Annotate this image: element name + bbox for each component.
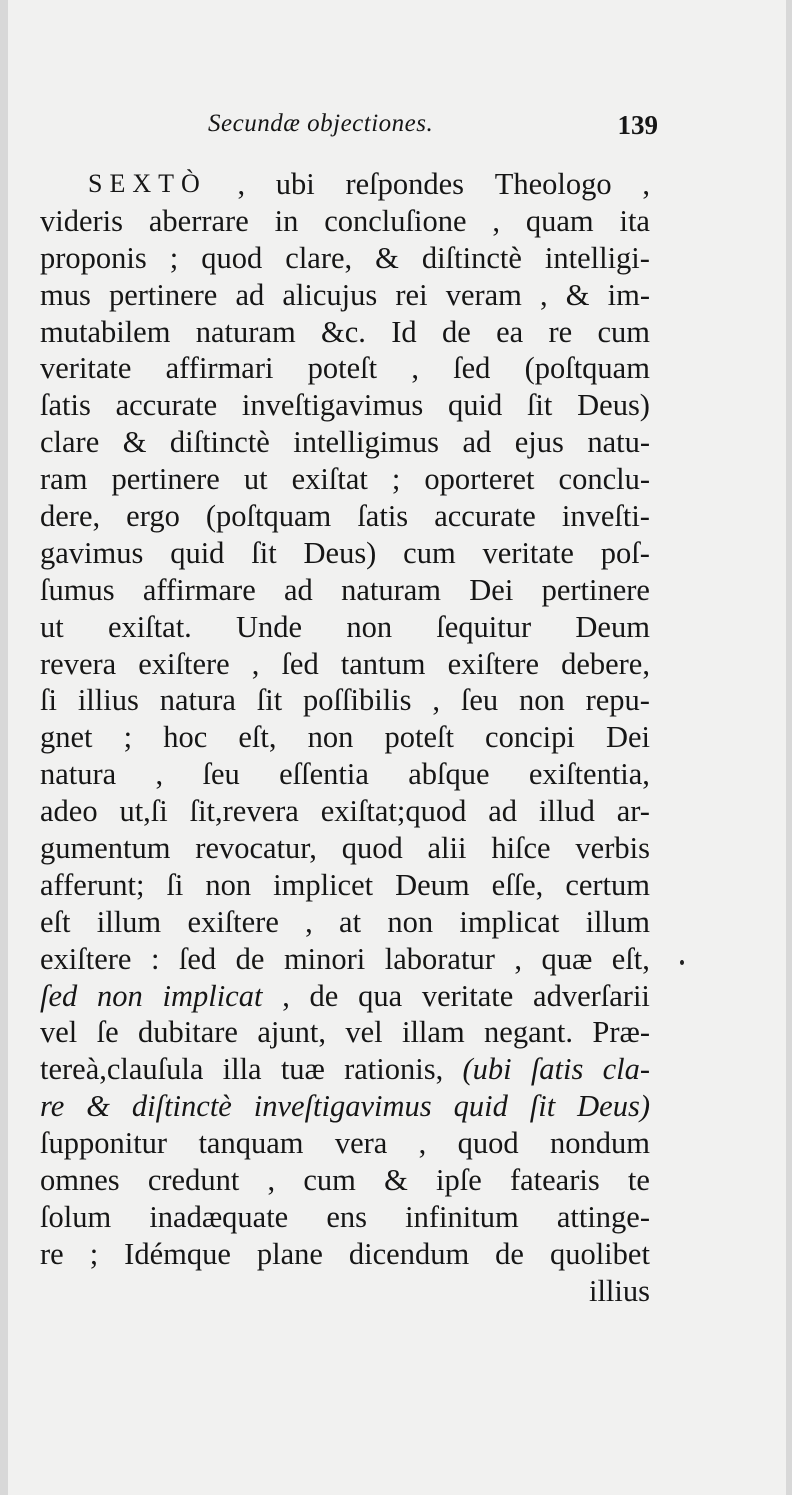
word: eſſentia bbox=[279, 757, 369, 792]
text-line bbox=[40, 682, 650, 719]
word: te bbox=[627, 1163, 650, 1198]
word: SEXTÒ bbox=[88, 169, 207, 198]
word: illum bbox=[96, 904, 162, 939]
word: repu- bbox=[585, 683, 650, 718]
word: tantum bbox=[340, 646, 426, 681]
word: (ubi bbox=[462, 1052, 512, 1087]
word: adeo bbox=[40, 794, 98, 829]
word: exiſtentia, bbox=[528, 757, 650, 792]
word: fatearis bbox=[509, 1163, 600, 1198]
word: Præ- bbox=[592, 1015, 650, 1050]
word: ſeu bbox=[202, 757, 240, 792]
word: exiſtere bbox=[187, 904, 279, 939]
word: non bbox=[97, 978, 143, 1013]
word: accurate bbox=[115, 388, 218, 423]
word: ſit bbox=[526, 388, 553, 423]
word: natura bbox=[40, 757, 117, 792]
word: de bbox=[495, 1236, 524, 1271]
word: revera bbox=[40, 646, 117, 681]
word: illam bbox=[401, 1015, 465, 1050]
word: poſ- bbox=[600, 535, 650, 570]
word: ipſe bbox=[436, 1163, 482, 1198]
word: illud bbox=[538, 794, 595, 829]
word: affirmare bbox=[142, 572, 256, 607]
word: veritate bbox=[421, 978, 514, 1013]
word: Unde bbox=[236, 609, 303, 644]
word: inveſtigavimus bbox=[253, 1089, 432, 1124]
word: verbis bbox=[575, 831, 650, 866]
word: abſque bbox=[408, 757, 490, 792]
word: ad bbox=[488, 794, 518, 829]
word: & bbox=[375, 240, 399, 275]
word: Deum bbox=[395, 867, 470, 902]
word: ens bbox=[326, 1199, 368, 1234]
text-line bbox=[40, 1014, 650, 1051]
word: inveſti- bbox=[561, 499, 650, 534]
word: , bbox=[237, 167, 246, 201]
text-line bbox=[40, 424, 650, 461]
word: concipi bbox=[485, 720, 575, 755]
text-line bbox=[40, 1088, 650, 1125]
word: affirmari bbox=[165, 351, 274, 386]
word: pertinere bbox=[108, 277, 218, 312]
word: ſequitur bbox=[436, 609, 532, 644]
word: (poſtquam bbox=[205, 499, 332, 534]
text-line bbox=[40, 240, 650, 277]
text-line bbox=[40, 498, 650, 535]
word: non bbox=[346, 609, 393, 644]
word: ut bbox=[40, 609, 64, 644]
word: ſed bbox=[453, 351, 491, 386]
word: cum bbox=[303, 1163, 356, 1198]
body-text bbox=[40, 166, 650, 1310]
word: attinge- bbox=[556, 1199, 650, 1234]
word: vel bbox=[345, 1015, 383, 1050]
word: poteſt bbox=[384, 720, 454, 755]
word: non bbox=[518, 683, 565, 718]
word: ſed bbox=[281, 646, 319, 681]
word: non bbox=[387, 904, 434, 939]
word: natu- bbox=[587, 425, 650, 460]
word: & bbox=[565, 277, 590, 312]
word: exiſtat. bbox=[107, 609, 192, 644]
word: gumentum bbox=[40, 831, 171, 866]
word: , bbox=[492, 203, 500, 238]
word: ad bbox=[284, 572, 313, 607]
word: credunt bbox=[147, 1163, 240, 1198]
text-line bbox=[40, 1162, 650, 1199]
word: non bbox=[307, 720, 354, 755]
word: implicat bbox=[459, 904, 560, 939]
word: ſit bbox=[529, 1089, 556, 1124]
text-line bbox=[40, 1051, 650, 1088]
word: ſed bbox=[178, 941, 217, 976]
word: quod bbox=[457, 1126, 519, 1161]
word: diſtinctè bbox=[169, 425, 270, 460]
word: de bbox=[441, 314, 471, 349]
word: ad bbox=[235, 277, 265, 312]
word: hoc bbox=[163, 720, 208, 755]
word: , bbox=[305, 904, 313, 939]
text-line bbox=[40, 461, 650, 498]
word: ut bbox=[243, 462, 268, 497]
word: ad bbox=[462, 425, 492, 460]
word: inveſtigavimus bbox=[241, 388, 424, 423]
word: exiſtere bbox=[138, 646, 230, 681]
word: ; bbox=[169, 240, 179, 275]
word: adverſarii bbox=[533, 978, 650, 1013]
word: videris bbox=[40, 203, 124, 238]
word: nondum bbox=[549, 1126, 650, 1161]
word: : bbox=[150, 941, 160, 976]
word: quid bbox=[170, 535, 225, 570]
word: &c. bbox=[321, 314, 366, 349]
word: oporteret bbox=[424, 462, 535, 497]
word: conclu- bbox=[558, 462, 650, 497]
word: ſumus bbox=[40, 572, 115, 607]
text-line bbox=[40, 609, 650, 646]
word: cum bbox=[403, 535, 456, 570]
word: dubitare bbox=[138, 1015, 238, 1050]
word: ea bbox=[496, 314, 524, 349]
word: ita bbox=[619, 203, 650, 238]
word: rei bbox=[395, 277, 428, 312]
word: illa bbox=[222, 1052, 262, 1087]
word: natura bbox=[159, 683, 236, 718]
text-line bbox=[40, 941, 650, 978]
word: certum bbox=[565, 867, 650, 902]
word: ergo bbox=[126, 499, 180, 534]
word: dicendum bbox=[348, 1236, 470, 1271]
text-line bbox=[40, 387, 650, 424]
word: (poſtquam bbox=[524, 351, 650, 386]
word: Deus) bbox=[577, 388, 650, 423]
word: ſit bbox=[256, 683, 283, 718]
word: alii bbox=[427, 831, 467, 866]
text-line bbox=[40, 350, 650, 387]
word: de bbox=[309, 978, 339, 1013]
word: ; bbox=[89, 1236, 99, 1271]
page-header bbox=[48, 110, 658, 150]
word: mutabilem bbox=[40, 314, 171, 349]
word: , bbox=[251, 646, 260, 681]
word: pertinere bbox=[541, 572, 650, 607]
word: , bbox=[540, 277, 548, 312]
word: in bbox=[274, 203, 299, 238]
word: revocatur, bbox=[195, 831, 317, 866]
word: tereà,clauſula bbox=[40, 1052, 204, 1087]
text-line bbox=[40, 978, 650, 1015]
text-line bbox=[40, 719, 650, 756]
word: gnet bbox=[40, 720, 93, 755]
word: & bbox=[86, 1089, 110, 1124]
word: vel bbox=[40, 1015, 78, 1050]
word: pertinere bbox=[111, 462, 220, 497]
word: ſi bbox=[166, 867, 184, 902]
word: quolibet bbox=[549, 1236, 650, 1271]
word: , bbox=[411, 351, 419, 386]
word: quæ bbox=[541, 941, 593, 976]
word: Deum bbox=[575, 609, 650, 644]
word: de bbox=[235, 941, 265, 976]
word: aberrare bbox=[148, 203, 249, 238]
text-line bbox=[40, 1236, 650, 1273]
word: ſatis bbox=[357, 499, 409, 534]
word: alicujus bbox=[282, 277, 378, 312]
word: ſupponitur bbox=[40, 1126, 168, 1161]
running-head: Secundæ objectiones. bbox=[208, 110, 434, 137]
word: negant. bbox=[484, 1015, 573, 1050]
word: re bbox=[40, 1236, 64, 1271]
word: tanquam bbox=[198, 1126, 304, 1161]
word: intelligi- bbox=[544, 240, 650, 275]
text-line bbox=[40, 904, 650, 941]
word: ; bbox=[391, 462, 401, 497]
word: ut,ſi bbox=[119, 794, 168, 829]
word: naturam bbox=[341, 572, 441, 607]
word: implicat bbox=[162, 978, 263, 1013]
word: poſſibilis bbox=[303, 683, 412, 718]
word: dere, bbox=[40, 499, 101, 534]
word: exiſtat;quod bbox=[320, 794, 467, 829]
word: at bbox=[339, 904, 362, 939]
word: intelligimus bbox=[293, 425, 440, 460]
word: ubi bbox=[275, 167, 315, 201]
text-line bbox=[40, 793, 650, 830]
word: Idémque bbox=[124, 1236, 231, 1271]
page-number: 139 bbox=[617, 110, 658, 140]
word: implicet bbox=[273, 867, 374, 902]
word: ſeu bbox=[460, 683, 499, 718]
word: inadæquate bbox=[149, 1199, 289, 1234]
word: accurate bbox=[434, 499, 536, 534]
word: mus bbox=[40, 277, 91, 312]
word: ajunt, bbox=[257, 1015, 326, 1050]
word: ram bbox=[40, 462, 88, 497]
text-line bbox=[40, 1199, 650, 1236]
word: afferunt; bbox=[40, 867, 145, 902]
word: eſt bbox=[40, 904, 71, 939]
text-line bbox=[40, 830, 650, 867]
word: poteſt bbox=[307, 351, 378, 386]
word: Deus) bbox=[303, 535, 377, 570]
word: quod bbox=[341, 831, 403, 866]
word: naturam bbox=[195, 314, 296, 349]
word: veritate bbox=[482, 535, 574, 570]
word: ſit bbox=[251, 535, 277, 570]
word: ; bbox=[123, 720, 133, 755]
text-line bbox=[40, 1125, 650, 1162]
word: eſſe, bbox=[491, 867, 544, 902]
word: Dei bbox=[605, 720, 650, 755]
text-line bbox=[40, 535, 650, 572]
word: eſt, bbox=[238, 720, 277, 755]
text-line bbox=[40, 166, 650, 203]
word: ſed bbox=[40, 978, 78, 1013]
word: , bbox=[282, 978, 290, 1013]
word: vera bbox=[334, 1126, 388, 1161]
word: ſi bbox=[40, 683, 57, 718]
word: laboratur bbox=[384, 941, 495, 976]
word: , bbox=[514, 941, 522, 976]
word: cum bbox=[597, 314, 650, 349]
word: ar- bbox=[616, 794, 650, 829]
word: plane bbox=[256, 1236, 323, 1271]
word: minori bbox=[283, 941, 366, 976]
text-line bbox=[40, 572, 650, 609]
word: ſatis bbox=[40, 388, 91, 423]
word: , bbox=[267, 1163, 276, 1198]
text-line bbox=[40, 203, 650, 240]
word: quid bbox=[447, 388, 503, 423]
word: tuæ bbox=[280, 1052, 325, 1087]
word: illius bbox=[77, 683, 139, 718]
word: , bbox=[432, 683, 440, 718]
text-line bbox=[40, 646, 650, 683]
word: quid bbox=[453, 1089, 508, 1124]
word: , bbox=[155, 757, 164, 792]
word: rationis, bbox=[344, 1052, 444, 1087]
word: exiſtat bbox=[291, 462, 368, 497]
word: quod bbox=[201, 240, 263, 275]
word: Dei bbox=[469, 572, 514, 607]
word: & bbox=[384, 1163, 408, 1198]
word: quam bbox=[525, 203, 594, 238]
word: ſatis bbox=[530, 1052, 584, 1087]
word: eſt, bbox=[611, 941, 650, 976]
word: illius bbox=[588, 1273, 650, 1308]
word: re bbox=[40, 1089, 65, 1124]
word: ſolum bbox=[40, 1199, 112, 1234]
word: illum bbox=[585, 904, 650, 939]
word: & bbox=[122, 425, 147, 460]
word: debere, bbox=[561, 646, 650, 681]
word: veritate bbox=[40, 351, 132, 386]
word: cla- bbox=[602, 1052, 650, 1087]
word: , bbox=[418, 1126, 427, 1161]
word: , bbox=[642, 167, 650, 201]
word: clare bbox=[40, 425, 100, 460]
word: im- bbox=[607, 277, 650, 312]
word: Deus) bbox=[577, 1089, 650, 1124]
word: diſtinctè bbox=[421, 240, 522, 275]
word: veram bbox=[445, 277, 522, 312]
text-line bbox=[40, 1273, 650, 1310]
word: exiſtere bbox=[40, 941, 132, 976]
word: re bbox=[548, 314, 573, 349]
word: diſtinctè bbox=[131, 1089, 232, 1124]
text-line bbox=[40, 867, 650, 904]
word: concluſione bbox=[324, 203, 467, 238]
word: Id bbox=[391, 314, 417, 349]
word: hiſce bbox=[491, 831, 551, 866]
word: proponis bbox=[40, 240, 147, 275]
word: gavimus bbox=[40, 535, 144, 570]
word: clare, bbox=[285, 240, 353, 275]
ink-speck bbox=[680, 960, 684, 965]
word: non bbox=[205, 867, 252, 902]
word: infinitum bbox=[405, 1199, 519, 1234]
word: exiſtere bbox=[447, 646, 540, 681]
text-line bbox=[40, 314, 650, 351]
word: reſpondes bbox=[345, 167, 465, 201]
word: ejus bbox=[514, 425, 564, 460]
word: ſe bbox=[96, 1015, 119, 1050]
text-line bbox=[40, 756, 650, 793]
word: ſit,revera bbox=[189, 794, 299, 829]
word: Theologo bbox=[494, 167, 612, 201]
text-line bbox=[40, 277, 650, 314]
word: qua bbox=[358, 978, 403, 1013]
word: omnes bbox=[40, 1163, 120, 1198]
